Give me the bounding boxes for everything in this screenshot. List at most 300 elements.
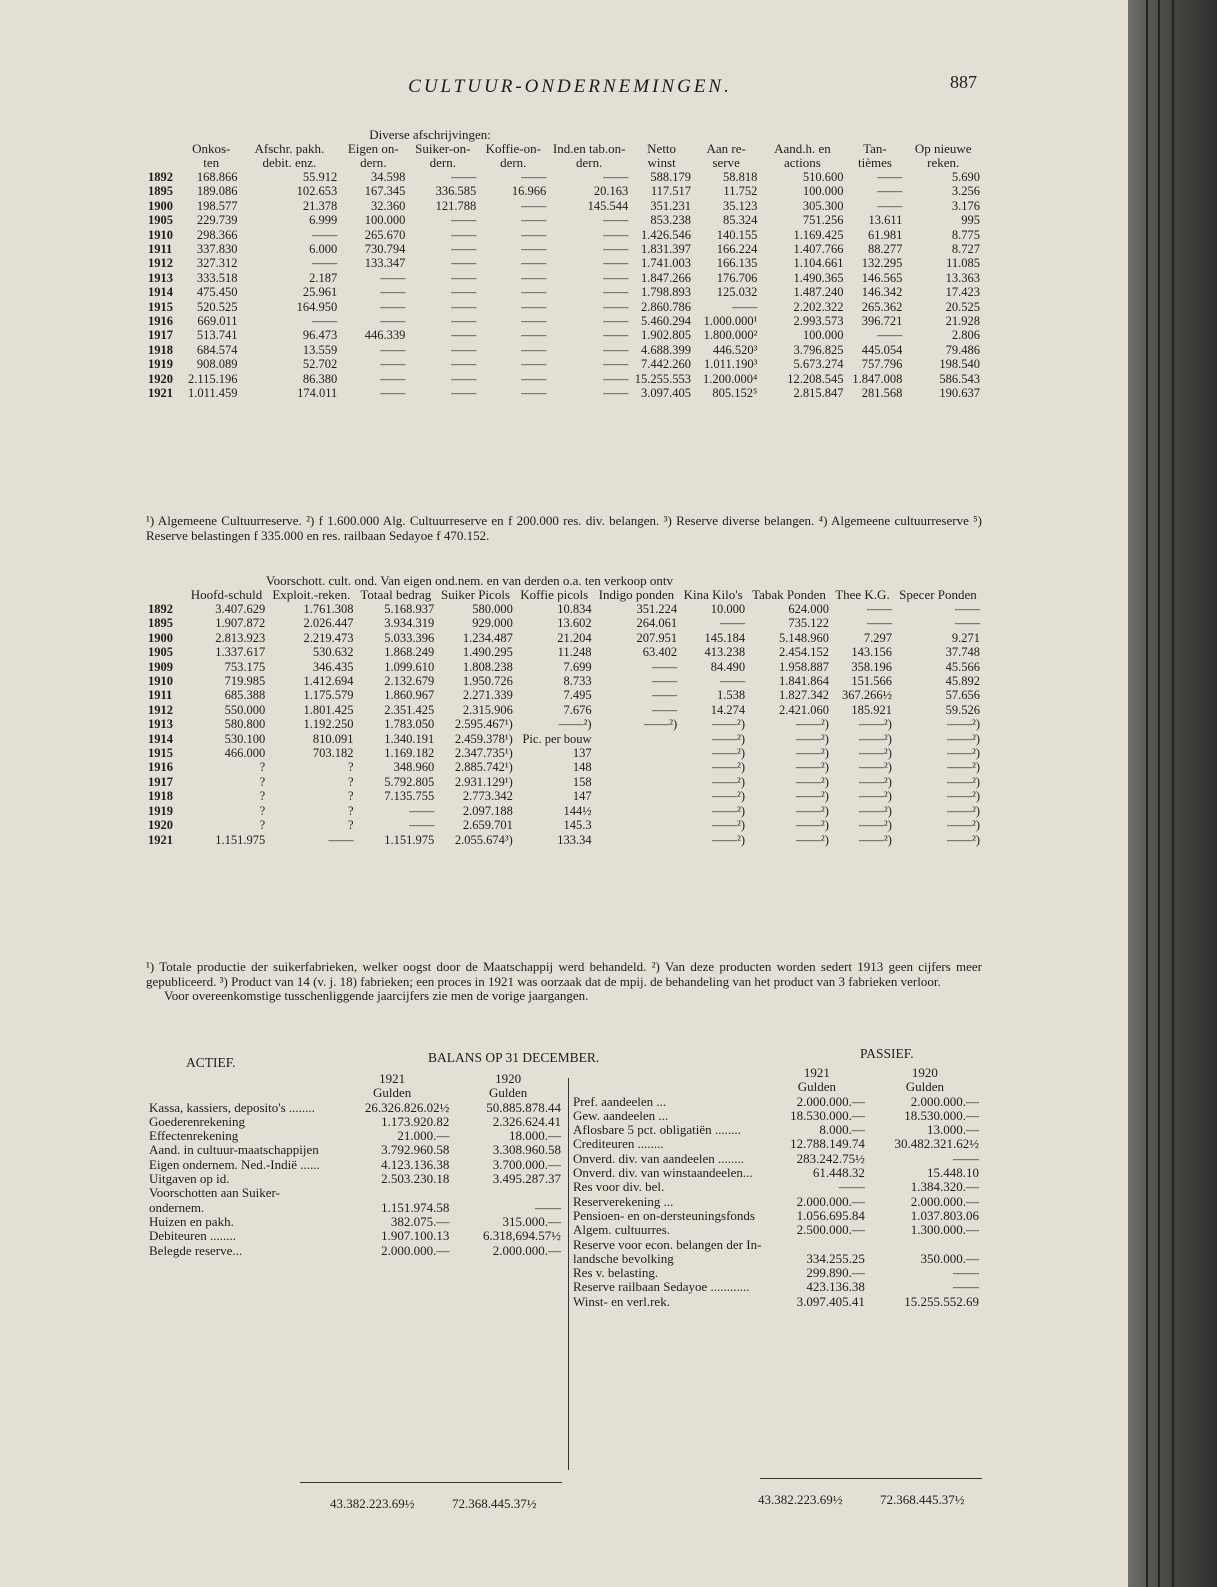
table-cell [594, 732, 680, 746]
table-cell: 1.151.975 [384, 832, 435, 847]
table-cell: 805.152⁵ [712, 386, 758, 401]
table-cell: —— [521, 227, 547, 242]
balance-row [146, 1101, 564, 1115]
table-cell: —— [603, 342, 629, 357]
table-cell: 21.378 [302, 198, 338, 213]
table-cell: ——²) [947, 717, 980, 732]
row-year: 1905 [148, 645, 173, 660]
table-cell: —— [451, 386, 477, 401]
column-header: Koffie-on-dern. [485, 141, 541, 170]
column-header: Hoofd-schuld [190, 587, 263, 602]
table-cell: —— [720, 616, 746, 631]
column-header: Aan re-serve [706, 141, 746, 170]
table-cell: ——²) [712, 774, 746, 789]
table-cell: 189.086 [196, 184, 238, 199]
balance-passief-table [570, 1066, 982, 1309]
row-year: 1892 [148, 602, 173, 616]
results-table [146, 128, 982, 401]
table-cell: 1.783.050 [384, 717, 435, 732]
table-row [146, 242, 982, 256]
row-year: 1911 [148, 242, 173, 257]
production-note: Voor overeenkomstige tusschenliggende jaarcijfers zie men de vorige jaargangen. [164, 988, 589, 1004]
row-year: 1910 [148, 674, 173, 689]
table-cell: ——²) [712, 789, 746, 804]
row-year: 1920 [148, 818, 173, 833]
table-cell: 2.885.742¹) [454, 760, 513, 775]
table-cell: 132.295 [861, 256, 903, 271]
table-cell: ? [259, 818, 266, 833]
table-cell: —— [521, 299, 547, 314]
balance-row [570, 1109, 982, 1123]
table-cell: 2.132.679 [384, 674, 435, 689]
production-footnotes [146, 960, 982, 1004]
table-cell: —— [521, 285, 547, 300]
table-cell: 624.000 [788, 602, 829, 616]
table-cell: 1.490.295 [462, 645, 513, 660]
row-year: 1921 [148, 386, 173, 401]
table-cell: 1.337.617 [215, 645, 266, 660]
table-cell: 2.813.923 [215, 630, 266, 645]
table-cell: 1.761.308 [303, 602, 354, 616]
balance-row [570, 1137, 982, 1151]
balance-item-label: Effectenrekening [149, 1128, 239, 1144]
table-cell: 52.702 [302, 357, 338, 372]
table-cell: 100.000 [802, 184, 844, 199]
table-row [146, 818, 982, 832]
table-cell: 57.656 [945, 688, 980, 703]
table-row [146, 199, 982, 213]
balance-item-value: 30.482.321.62½ [894, 1136, 979, 1152]
table-row [146, 386, 982, 400]
table-cell: —— [451, 285, 477, 300]
balance-row [570, 1180, 982, 1194]
table-cell: 530.632 [312, 645, 354, 660]
table-cell: 1.841.864 [778, 674, 829, 689]
table-row [146, 760, 982, 774]
table-cell: —— [451, 270, 477, 285]
table-cell: ? [347, 774, 354, 789]
table-cell: —— [380, 285, 406, 300]
table-cell: 719.985 [224, 674, 266, 689]
table-cell: 167.345 [364, 184, 406, 199]
table-cell: —— [603, 357, 629, 372]
table-cell: 7.297 [863, 630, 892, 645]
production-column-headers [146, 588, 982, 602]
table-cell: 5.460.294 [641, 314, 692, 329]
table-cell: 55.912 [302, 170, 338, 184]
table-cell: 908.089 [196, 357, 238, 372]
column-header: Exploit.-reken. [272, 587, 351, 602]
table-cell: 348.960 [393, 760, 435, 775]
table-cell: 1.958.887 [778, 659, 829, 674]
table-cell: 5.673.274 [793, 357, 844, 372]
year-column-header [146, 142, 183, 170]
table-cell: ——²) [712, 832, 746, 847]
balance-item-value: 2.503.230.18 [381, 1171, 450, 1187]
table-cell: 351.224 [636, 602, 678, 616]
table-cell: 164.950 [296, 299, 338, 314]
table-cell: —— [603, 314, 629, 329]
balance-item-label: Belegde reserve... [149, 1242, 243, 1258]
balance-item-value: 8.000.— [819, 1122, 865, 1138]
balance-item-value: 2.500.000.— [796, 1222, 865, 1238]
balance-item-value: 3.700.000.— [492, 1156, 561, 1172]
table-cell: —— [732, 299, 758, 314]
balance-item-label: Debiteuren ........ [149, 1228, 237, 1244]
table-cell: ——²) [712, 760, 746, 775]
balance-item-value: 350.000.— [920, 1250, 979, 1266]
column-header: Eigen on-dern. [347, 141, 399, 170]
balance-row [570, 1238, 982, 1267]
balance-item-value: 2.000.000.— [910, 1093, 979, 1109]
table-cell: ——²) [558, 717, 592, 732]
table-cell: —— [521, 198, 547, 213]
table-cell: —— [955, 602, 980, 616]
balance-item-value: 1.384.320.— [910, 1179, 979, 1195]
table-cell: 63.402 [642, 645, 678, 660]
table-cell: 2.351.425 [384, 702, 435, 717]
production-table [146, 574, 982, 847]
table-cell: 358.196 [851, 659, 892, 674]
balance-item-value: 2.000.000.— [492, 1242, 561, 1258]
table-cell: —— [380, 299, 406, 314]
balance-item-value: —— [953, 1279, 979, 1295]
balance-item-value: 13.000.— [927, 1122, 979, 1138]
balance-item-label: Onverd. div. van winstaandeelen... [573, 1165, 753, 1181]
table-cell: 8.775 [951, 227, 980, 242]
table-cell: 2.595.467¹) [454, 717, 513, 732]
row-year: 1919 [148, 357, 173, 372]
row-year: 1915 [148, 299, 173, 314]
table-cell: 1.412.694 [303, 674, 354, 689]
balance-row [570, 1195, 982, 1209]
table-cell: —— [720, 674, 746, 689]
table-cell: 7.699 [563, 659, 592, 674]
table-cell: 2.806 [951, 328, 980, 343]
row-year: 1900 [148, 198, 173, 213]
table-cell: 1.099.610 [384, 659, 435, 674]
table-row [146, 688, 982, 702]
balance-item-value: —— [535, 1199, 561, 1215]
table-cell: —— [603, 285, 629, 300]
table-row [146, 703, 982, 717]
table-cell: 2.055.674³) [454, 832, 513, 847]
balance-item-value: 299.890.— [806, 1265, 865, 1281]
table-cell: ——²) [947, 789, 980, 804]
table-cell: ——²) [947, 832, 980, 847]
row-year: 1895 [148, 184, 173, 199]
balance-item-value: 50.885.878.44 [486, 1099, 561, 1115]
row-year: 1917 [148, 328, 173, 343]
table-cell: 140.155 [716, 227, 758, 242]
passief-total-1920: 72.368.445.37½ [880, 1492, 965, 1507]
table-cell: 11.085 [946, 256, 980, 271]
table-cell: 32.360 [370, 198, 406, 213]
table-cell: —— [521, 270, 547, 285]
table-cell: 1.798.893 [641, 285, 692, 300]
balance-item-value: 18.000.— [509, 1128, 561, 1144]
table-cell: 145.184 [704, 630, 746, 645]
table-cell: 2.187 [309, 270, 338, 285]
table-cell: 2.454.152 [778, 645, 829, 660]
balance-item-value: 3.792.960.58 [381, 1142, 450, 1158]
balance-item-label: Kassa, kassiers, deposito's ........ [149, 1099, 315, 1115]
table-cell: 337.830 [196, 242, 238, 257]
row-year: 1918 [148, 789, 173, 804]
table-row [146, 645, 982, 659]
table-cell: ——²) [796, 760, 829, 775]
table-cell: 2.421.060 [778, 702, 829, 717]
actief-rows [146, 1101, 564, 1258]
table-cell: 580.800 [224, 717, 266, 732]
table-cell: —— [603, 227, 629, 242]
table-cell: 20.525 [945, 299, 980, 314]
production-footnote-text: ¹) Totale productie der suikerfabrieken, welker oogst door de Maatschappij werd behandeld. ²) Van deze producten worden sedert 1913 geen cijfers meer gepubliceerd. ³) Product van 14 (v. j. 18) fabrieken; een proces in 1921 was oorzaak dat de mpij. de behandeling van het product van 3 fabrieken verloor. [146, 959, 982, 989]
results-column-headers [146, 142, 982, 170]
table-row [146, 789, 982, 803]
table-cell: 1.169.182 [384, 746, 435, 761]
column-header: Op nieuwe reken. [914, 141, 972, 170]
table-cell: ? [259, 760, 266, 775]
balance-item-label: Reserverekening ... [573, 1193, 674, 1209]
table-cell: 333.518 [196, 270, 238, 285]
table-cell: 198.577 [196, 198, 238, 213]
table-cell: —— [451, 170, 477, 184]
balance-item-value: —— [838, 1179, 865, 1195]
table-cell: 137 [572, 746, 592, 761]
table-row [146, 660, 982, 674]
balance-row [570, 1095, 982, 1109]
table-cell: 1.907.872 [215, 616, 266, 631]
table-cell: —— [603, 386, 629, 401]
balance-item-value: 2.000.000.— [381, 1242, 450, 1258]
table-cell: —— [409, 803, 435, 818]
table-cell: 148 [572, 760, 592, 775]
balance-item-value: 21.000.— [397, 1128, 450, 1144]
balance-item-label: Winst- en verl.rek. [573, 1293, 670, 1309]
balance-item-value: 61.448.32 [812, 1165, 865, 1181]
table-cell: 446.520³ [712, 342, 758, 357]
column-header: Aand.h. en actions [774, 141, 831, 170]
table-cell: 550.000 [224, 702, 266, 717]
balance-item-value: 2.000.000.— [796, 1193, 865, 1209]
table-cell: —— [380, 357, 406, 372]
balance-item-value: 423.136.38 [806, 1279, 865, 1295]
table-cell: —— [521, 314, 547, 329]
balance-item-label: Reserve railbaan Sedayoe ............ [573, 1279, 750, 1295]
column-header: Tan-tièmes [857, 141, 892, 170]
table-cell: 12.208.545 [787, 371, 844, 386]
table-cell: ? [347, 789, 354, 804]
table-cell: —— [521, 242, 547, 257]
year-column-header [146, 588, 186, 602]
balance-row [146, 1244, 564, 1258]
row-year: 1921 [148, 832, 173, 847]
table-cell: 6.000 [309, 242, 338, 257]
table-cell: 1.741.003 [641, 256, 692, 271]
row-year: 1915 [148, 746, 173, 761]
table-cell: 45.892 [945, 674, 980, 689]
table-row [146, 732, 982, 746]
table-row [146, 674, 982, 688]
table-cell: —— [603, 371, 629, 386]
balance-item-value: 18.530.000.— [790, 1107, 865, 1123]
balance-item-value: 1.151.974.58 [381, 1199, 450, 1215]
table-cell: 1.000.000¹ [703, 314, 758, 329]
table-cell: 174.011 [297, 386, 338, 401]
table-cell: 2.271.339 [462, 688, 513, 703]
table-cell: 5.792.805 [384, 774, 435, 789]
balance-row [570, 1223, 982, 1237]
table-row [146, 775, 982, 789]
table-cell: ——²) [796, 818, 829, 833]
table-cell: 14.274 [710, 702, 746, 717]
table-cell: 995 [961, 213, 980, 228]
table-cell: ——²) [947, 774, 980, 789]
table-row [146, 184, 982, 198]
row-year: 1919 [148, 803, 173, 818]
table-row [146, 717, 982, 731]
balance-actief-title: ACTIEF. [186, 1055, 236, 1070]
table-cell: 84.490 [710, 659, 746, 674]
row-year: 1917 [148, 774, 173, 789]
balance-item-label: Pensioen- en on-dersteuningsfonds [573, 1207, 755, 1223]
table-row [146, 833, 982, 847]
table-cell: 190.637 [939, 386, 980, 401]
table-cell: 145.544 [587, 198, 629, 213]
row-year: 1916 [148, 760, 173, 775]
table-cell: 351.231 [650, 198, 692, 213]
table-cell: —— [603, 256, 629, 271]
table-cell: ——²) [859, 789, 892, 804]
table-cell: 588.179 [650, 170, 692, 184]
table-cell: ——²) [859, 803, 892, 818]
balance-row [570, 1266, 982, 1280]
table-cell: —— [451, 314, 477, 329]
table-cell: —— [877, 198, 903, 213]
table-cell: ——²) [796, 789, 829, 804]
table-cell: ——²) [859, 731, 892, 746]
table-cell: 133.34 [557, 832, 592, 847]
table-cell: 2.115.196 [187, 371, 238, 386]
table-cell: ? [259, 803, 266, 818]
table-cell: 2.459.378¹) [454, 731, 513, 746]
table-row [146, 602, 982, 616]
table-cell: 3.796.825 [793, 342, 844, 357]
table-cell: 25.961 [302, 285, 338, 300]
table-cell: Pic. per bouw [522, 731, 592, 746]
table-cell: ——²) [859, 760, 892, 775]
balance-row [146, 1186, 564, 1215]
balance-item-value: 3.308.960.58 [492, 1142, 561, 1158]
table-cell: 3.407.629 [215, 602, 266, 616]
table-cell: 20.163 [593, 184, 629, 199]
table-cell: 1.487.240 [793, 285, 844, 300]
table-cell: —— [328, 832, 354, 847]
table-cell: 684.574 [196, 342, 238, 357]
table-cell [594, 818, 680, 832]
balance-item-value: 1.907.100.13 [381, 1228, 450, 1244]
table-cell: 61.981 [867, 227, 903, 242]
table-cell: 2.202.322 [793, 299, 844, 314]
production-table-body [146, 602, 982, 847]
table-cell: 10.834 [557, 602, 592, 616]
table-cell: 265.670 [364, 227, 406, 242]
table-cell: —— [603, 170, 629, 184]
table-row [146, 616, 982, 630]
table-cell: 143.156 [851, 645, 892, 660]
balance-item-value: 3.495.287.37 [492, 1171, 561, 1187]
row-year: 1918 [148, 342, 173, 357]
table-cell: 3.176 [951, 198, 980, 213]
table-cell: —— [521, 386, 547, 401]
table-cell: 1.175.579 [303, 688, 354, 703]
table-cell: 11.248 [557, 645, 592, 660]
table-cell: 1.860.967 [384, 688, 435, 703]
column-header: Koffie picols [520, 587, 589, 602]
row-year: 1905 [148, 213, 173, 228]
table-cell: 207.951 [636, 630, 678, 645]
table-cell: ? [347, 818, 354, 833]
balance-row [570, 1152, 982, 1166]
balance-item-value: 15.448.10 [927, 1165, 979, 1181]
table-cell: —— [603, 213, 629, 228]
balance-row [570, 1166, 982, 1180]
table-cell: 1.902.805 [641, 328, 692, 343]
table-row [146, 170, 982, 184]
balance-item-label: Aflosbare 5 pct. obligatiën ........ [573, 1122, 741, 1138]
table-cell: 281.568 [861, 386, 903, 401]
table-cell: ——²) [859, 832, 892, 847]
table-cell: 2.315.906 [462, 702, 513, 717]
balance-item-label: Res voor div. bel. [573, 1179, 665, 1195]
table-cell: 1.340.191 [384, 731, 435, 746]
table-cell [594, 746, 680, 760]
table-cell: —— [380, 386, 406, 401]
book-spine [1128, 0, 1217, 1587]
balance-item-value: 1.056.695.84 [796, 1207, 865, 1223]
results-footnotes [146, 514, 982, 543]
balance-item-label: Voorschotten aan Suiker-ondernem. [149, 1185, 280, 1215]
table-cell: 586.543 [939, 371, 980, 386]
table-cell: ——²) [712, 803, 746, 818]
table-cell: —— [409, 818, 435, 833]
table-cell: —— [451, 213, 477, 228]
balance-passief-title: PASSIEF. [860, 1046, 914, 1061]
table-cell: 757.796 [861, 357, 903, 372]
table-cell [594, 833, 680, 847]
table-cell: 513.741 [196, 328, 238, 343]
table-cell: 125.032 [716, 285, 758, 300]
table-cell: ——²) [712, 818, 746, 833]
row-year: 1914 [148, 731, 173, 746]
balance-row [570, 1295, 982, 1309]
table-cell: 1.827.342 [778, 688, 829, 703]
table-cell: —— [652, 674, 678, 689]
table-cell: 17.423 [945, 285, 980, 300]
table-cell: 264.061 [636, 616, 678, 631]
table-cell: 45.566 [945, 659, 980, 674]
table-cell: —— [521, 342, 547, 357]
table-cell: 35.123 [722, 198, 758, 213]
table-cell: 6.999 [309, 213, 338, 228]
balance-item-label: Huizen en pakh. [149, 1213, 234, 1229]
row-year: 1912 [148, 256, 173, 271]
table-cell: 669.011 [197, 314, 238, 329]
table-cell: —— [312, 256, 338, 271]
balance-item-label: Pref. aandeelen ... [573, 1093, 667, 1109]
table-cell: 446.339 [364, 328, 406, 343]
